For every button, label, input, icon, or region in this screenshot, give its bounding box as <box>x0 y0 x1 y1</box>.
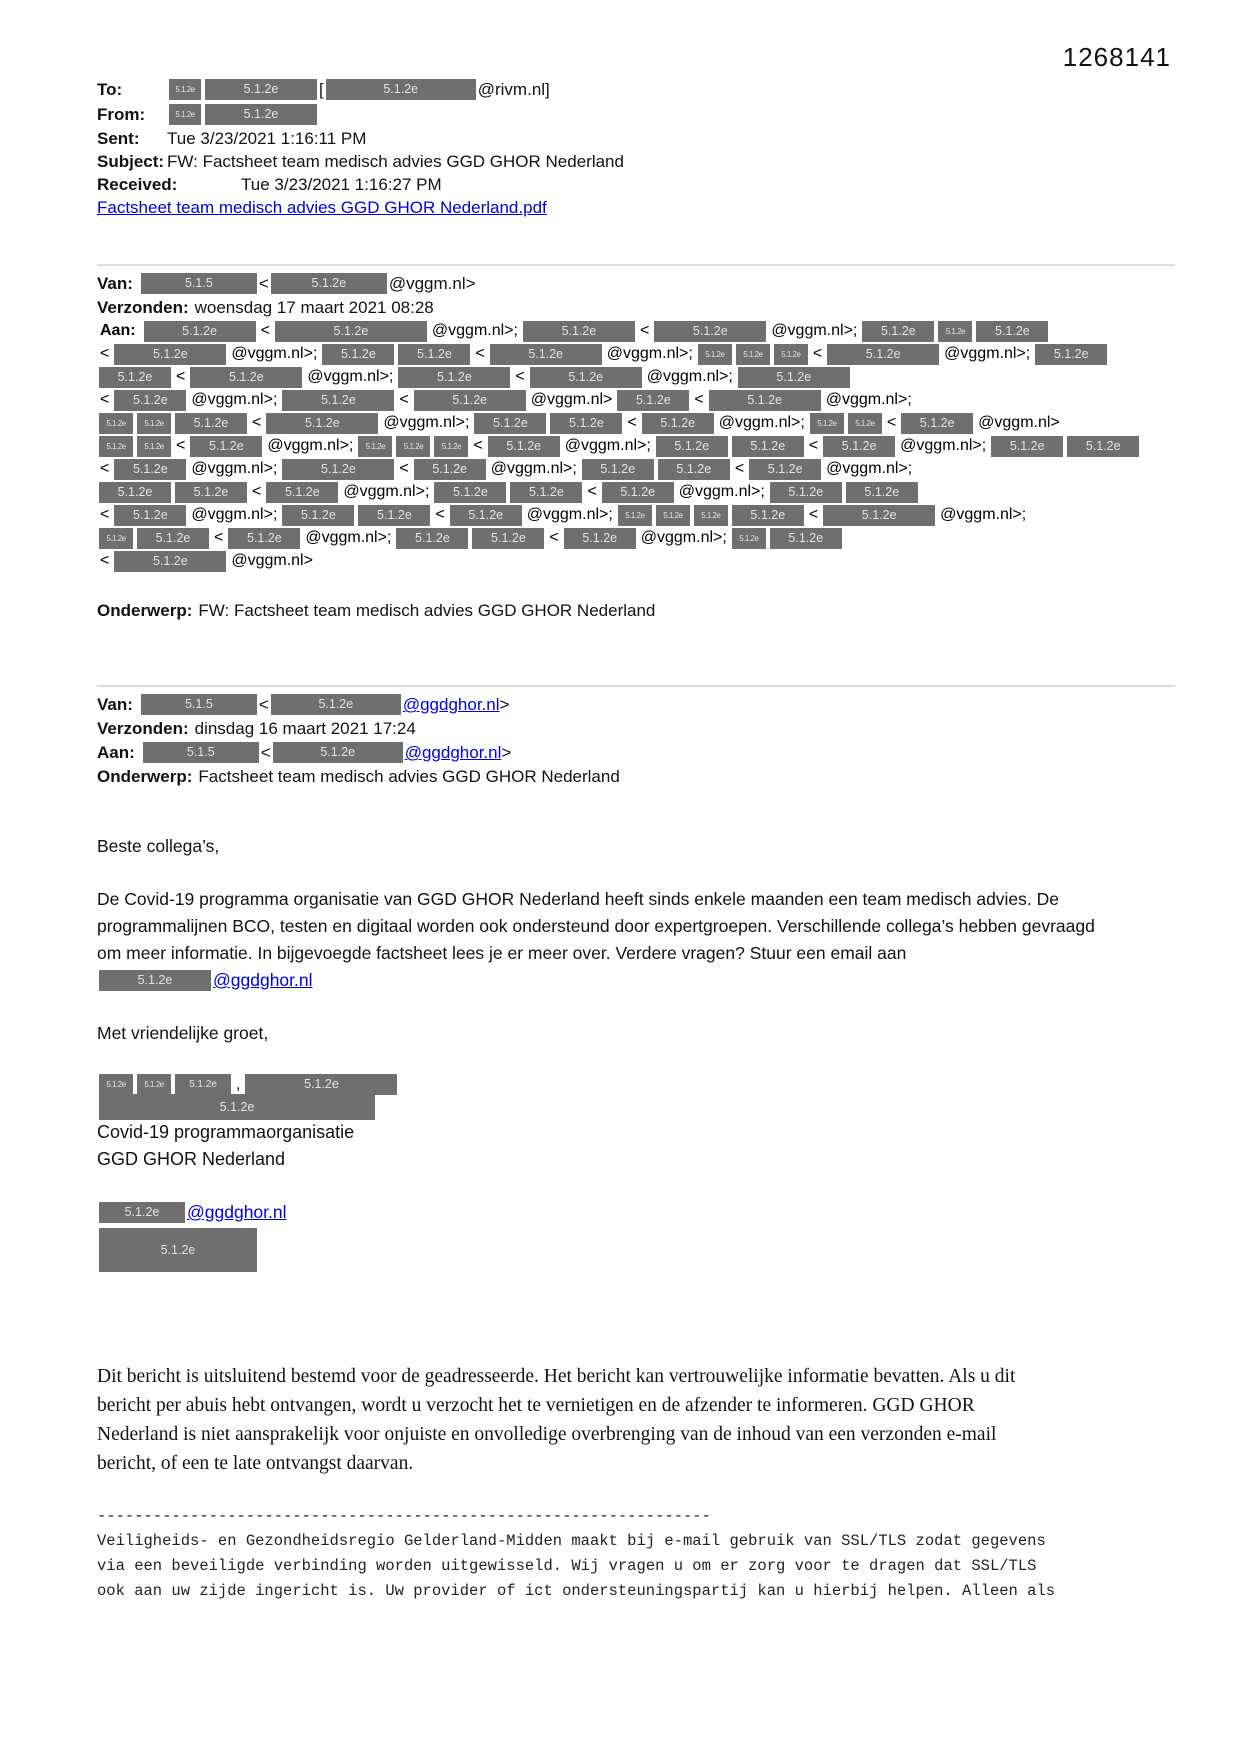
recipient-text: @vggm.nl>; <box>826 460 913 477</box>
van-row <box>97 693 1175 716</box>
redaction-box: 5.1.2e <box>228 528 300 549</box>
recipient-row <box>97 1096 1175 1118</box>
redaction-box: 5.1.2e <box>190 436 262 457</box>
text-line: bericht, of een te late ontvangst daarvan. <box>97 1453 414 1474</box>
redaction-box: 5.1.2e <box>1035 344 1107 365</box>
redaction-box: 5.1.2e <box>398 367 510 388</box>
redaction-box: 5.1.2e <box>698 344 732 365</box>
onderwerp-value: Factsheet team medisch advies GGD GHOR Nederland <box>198 767 620 786</box>
recipient-text: < <box>808 506 819 523</box>
spacer <box>97 1274 1175 1336</box>
received-value: Tue 3/23/2021 1:16:27 PM <box>241 175 442 194</box>
recipient-text: < <box>694 391 704 408</box>
closing: Met vriendelijke groet, <box>97 1023 269 1043</box>
recipient-text: @vggm.nl>; <box>606 345 693 362</box>
redaction-box: 5.1.2e <box>205 104 317 125</box>
section-divider <box>97 264 1175 266</box>
outlook-header <box>97 78 1175 218</box>
spacer <box>97 573 1175 599</box>
text-line: Veiligheids- en Gezondheidsregio Gelderland-Midden maakt bij e-mail gebruik van SSL/TLS zodat gegevens <box>97 1532 1046 1550</box>
redaction-box: 5.1.2e <box>434 436 468 457</box>
redaction-box: 5.1.2e <box>190 367 302 388</box>
redaction-box: 5.1.2e <box>848 413 882 434</box>
recipient-text: < <box>886 414 897 431</box>
redaction-box: 5.1.2e <box>550 413 622 434</box>
recipient-text: < <box>176 437 186 454</box>
recipient-text: @vggm.nl>; <box>383 414 470 431</box>
redaction-box: 5.1.2e <box>144 321 256 342</box>
redaction-box: 5.1.2e <box>732 505 804 526</box>
recipient-row <box>97 320 1175 342</box>
text-line: programmalijnen BCO, testen en digitaal worden ook ondersteund door expertgroepen. Verschillende collega’s hebben gevraagd <box>97 916 1095 936</box>
redaction-box: 5.1.2e <box>810 413 844 434</box>
recipient-row <box>97 389 1175 411</box>
recipient-text: @vggm.nl>; <box>191 460 278 477</box>
forwarded-email-vggm <box>97 272 1175 622</box>
recipient-text: @vggm.nl>; <box>231 345 318 362</box>
redaction-box: 5.1.2e <box>99 1202 185 1223</box>
recipient-text: @vggm.nl>; <box>940 506 1027 523</box>
onderwerp-label: Onderwerp: <box>97 767 193 786</box>
recipient-text: < <box>252 483 262 500</box>
redaction-box: 5.1.2e <box>488 436 560 457</box>
recipient-row <box>97 527 1175 549</box>
recipient-text: @vggm.nl>; <box>431 322 518 339</box>
to-bracket: [ <box>319 80 324 99</box>
subject-value: FW: Factsheet team medisch advies GGD GHOR Nederland <box>167 152 624 171</box>
redaction-box: 5.1.2e <box>642 413 714 434</box>
signature-email-link[interactable]: @ggdghor.nl <box>187 1202 287 1222</box>
text-line: Dit bericht is uitsluitend bestemd voor de geadresseerde. Het bericht kan vertrouwelijke informatie bevatten. Als u dit <box>97 1366 1016 1387</box>
to-domain: @rivm.nl] <box>477 80 550 99</box>
redaction-box: 5.1.2e <box>602 482 674 503</box>
recipient-text: @vggm.nl>; <box>307 368 394 385</box>
recipient-text: < <box>176 368 186 385</box>
onderwerp-label: Onderwerp: <box>97 601 193 620</box>
redaction-box: 5.1.2e <box>282 390 394 411</box>
redaction-box: 5.1.2e <box>976 321 1048 342</box>
recipient-text: < <box>812 345 823 362</box>
redaction-box: 5.1.2e <box>846 482 918 503</box>
sent-value: Tue 3/23/2021 1:16:11 PM <box>167 129 367 148</box>
aan-row <box>97 741 1175 764</box>
recipient-text: @vggm.nl>; <box>944 345 1031 362</box>
recipient-text: < <box>260 322 270 339</box>
redaction-box: 5.1.2e <box>396 528 468 549</box>
redaction-box: 5.1.2e <box>358 436 392 457</box>
disclaimer <box>97 1362 1175 1478</box>
redaction-box: 5.1.2e <box>282 505 354 526</box>
verzonden-label: Verzonden: <box>97 719 189 738</box>
redaction-box: 5.1.2e <box>862 321 934 342</box>
redaction-box: 5.1.2e <box>490 344 602 365</box>
recipient-text: @vggm.nl>; <box>900 437 987 454</box>
footer-text <box>97 1529 1175 1604</box>
document-number: 1268141 <box>1062 42 1171 72</box>
received-row <box>97 174 1175 195</box>
recipient-text: < <box>587 483 597 500</box>
redaction-box: 5.1.2e <box>523 321 635 342</box>
spacer <box>97 623 1175 685</box>
angle-open: < <box>258 695 269 714</box>
org-line-2: GGD GHOR Nederland <box>97 1149 286 1169</box>
redaction-box: 5.1.5 <box>141 273 257 294</box>
verzonden-value: dinsdag 16 maart 2021 17:24 <box>194 719 416 738</box>
redaction-box: 5.1.2e <box>137 436 171 457</box>
text-line: via een beveiligde verbinding worden uitgewisseld. Wij vragen u om er zorg voor te dragen dat SSL/TLS <box>97 1557 1037 1575</box>
redaction-box: 5.1.2e <box>770 528 842 549</box>
attachment-link[interactable]: Factsheet team medisch advies GGD GHOR Nederland.pdf <box>97 198 547 217</box>
redaction-box: 5.1.2e <box>582 459 654 480</box>
redaction-box: 5.1.2e <box>1067 436 1139 457</box>
recipient-text: @vggm.nl>; <box>305 529 392 546</box>
forwarded-email-ggdghor <box>97 693 1175 788</box>
recipient-row <box>97 1073 1175 1095</box>
recipient-row <box>97 412 1175 434</box>
van-label: Van: <box>97 695 133 714</box>
to-row <box>97 78 1175 101</box>
email-link-line <box>97 967 1175 994</box>
redaction-box: 5.1.2e <box>396 436 430 457</box>
redaction-box: 5.1.2e <box>472 528 544 549</box>
from-label: From: <box>97 105 146 124</box>
redaction-box: 5.1.2e <box>175 413 247 434</box>
redaction-box: 5.1.2e <box>169 79 201 100</box>
redaction-box: 5.1.2e <box>275 321 427 342</box>
redaction-box: 5.1.2e <box>266 482 338 503</box>
ssl-footer <box>97 1504 1175 1604</box>
recipient-text: < <box>100 391 110 408</box>
signature-block-line <box>97 1226 1175 1274</box>
redaction-box: 5.1.2e <box>770 482 842 503</box>
attachment-row <box>97 197 1175 218</box>
redaction-box: 5.1.2e <box>732 528 766 549</box>
text-line: Nederland is niet aansprakelijk voor onjuiste en onvolledige overbrenging van de inhoud van een verzonden e-mail <box>97 1424 997 1445</box>
redaction-box: 5.1.2e <box>530 367 642 388</box>
recipient-text: @vggm.nl> <box>231 552 313 569</box>
recipient-row <box>97 366 1175 388</box>
verzonden-value: woensdag 17 maart 2021 08:28 <box>194 298 434 317</box>
redaction-box: 5.1.2e <box>564 528 636 549</box>
recipient-text: @vggm.nl>; <box>825 391 912 408</box>
recipient-text: @vggm.nl>; <box>646 368 733 385</box>
spacer <box>97 1047 1175 1073</box>
sent-row <box>97 128 1175 149</box>
redaction-box: 5.1.2e <box>175 1074 231 1095</box>
redaction-box: 5.1.2e <box>205 79 317 100</box>
redaction-box: 5.1.2e <box>114 505 186 526</box>
spacer <box>97 994 1175 1020</box>
redaction-box: 5.1.2e <box>326 79 476 100</box>
redaction-box: 5.1.2e <box>245 1074 397 1095</box>
recipient-text: < <box>399 391 409 408</box>
angle-open: < <box>258 274 269 293</box>
redaction-box: 5.1.2e <box>656 505 690 526</box>
redaction-box: 5.1.2e <box>271 273 387 294</box>
redaction-box: 5.1.2e <box>694 505 728 526</box>
recipient-text: @vggm.nl>; <box>526 506 613 523</box>
redaction-box: 5.1.2e <box>414 459 486 480</box>
subject-row <box>97 151 1175 172</box>
redaction-box: 5.1.2e <box>169 104 201 125</box>
redaction-box: 5.1.2e <box>774 344 808 365</box>
redaction-box: 5.1.2e <box>709 390 821 411</box>
redaction-box: 5.1.2e <box>434 482 506 503</box>
recipient-text: < <box>475 345 485 362</box>
recipient-text: < <box>100 345 110 362</box>
redaction-box: 5.1.2e <box>656 436 728 457</box>
spacer <box>97 789 1175 833</box>
redaction-box: 5.1.2e <box>749 459 821 480</box>
redaction-box: 5.1.2e <box>114 551 226 572</box>
recipient-row <box>97 550 1175 572</box>
verzonden-label: Verzonden: <box>97 298 189 317</box>
redaction-box: 5.1.2e <box>114 459 186 480</box>
from-row <box>97 103 1175 126</box>
angle-close: > <box>499 695 510 714</box>
greeting: Beste collega’s, <box>97 836 220 856</box>
angle-open: < <box>260 743 271 762</box>
verzonden-row <box>97 296 1175 319</box>
recipient-text: < <box>100 460 110 477</box>
section-divider <box>97 685 1175 687</box>
verzonden-row <box>97 717 1175 740</box>
redaction-box: 5.1.2e <box>114 344 226 365</box>
redaction-box: 5.1.2e <box>99 528 133 549</box>
redaction-box: 5.1.2e <box>658 459 730 480</box>
redaction-box: 5.1.2e <box>99 482 171 503</box>
contact-email-link[interactable]: @ggdghor.nl <box>213 970 313 990</box>
redaction-box: 5.1.2e <box>99 367 171 388</box>
recipient-text: @vggm.nl>; <box>640 529 727 546</box>
redaction-box: 5.1.2e <box>266 413 378 434</box>
spacer <box>97 1336 1175 1362</box>
spacer <box>97 1173 1175 1199</box>
recipient-row <box>97 458 1175 480</box>
redaction-box: 5.1.2e <box>732 436 804 457</box>
text-line: bericht per abuis hebt ontvangen, wordt u verzocht het te vernietigen en de afzender te informeren. GGD GHOR <box>97 1395 975 1416</box>
recipient-text: @vggm.nl> <box>978 414 1060 431</box>
redaction-box: 5.1.2e <box>738 367 850 388</box>
to-label: To: <box>97 80 123 99</box>
recipient-text: @vggm.nl>; <box>343 483 430 500</box>
aan-label: Aan: <box>97 743 135 762</box>
angle-close: > <box>501 743 512 762</box>
redaction-box: 5.1.2e <box>175 482 247 503</box>
redaction-box: 5.1.2e <box>991 436 1063 457</box>
redaction-box: 5.1.2e <box>99 1094 375 1120</box>
redaction-box: 5.1.2e <box>474 413 546 434</box>
recipient-row <box>97 435 1175 457</box>
redaction-box: 5.1.2e <box>450 505 522 526</box>
redaction-box: 5.1.2e <box>137 413 171 434</box>
redaction-box: 5.1.2e <box>901 413 973 434</box>
recipient-redaction-cloud <box>97 320 1175 572</box>
signature-redaction-cloud <box>97 1073 1175 1118</box>
redaction-box: 5.1.2e <box>358 505 430 526</box>
redaction-box: 5.1.2e <box>823 436 895 457</box>
redaction-box: 5.1.2e <box>510 482 582 503</box>
recipient-text: @vggm.nl>; <box>771 322 858 339</box>
recipient-text: < <box>639 322 650 339</box>
text-line: om meer informatie. In bijgevoegde factsheet lees je er meer over. Verdere vragen? Stuur een email aan <box>97 943 907 963</box>
recipient-text: < <box>734 460 745 477</box>
redaction-box: 5.1.2e <box>114 390 186 411</box>
recipient-text: @vggm.nl>; <box>564 437 651 454</box>
recipient-text: @vggm.nl>; <box>490 460 577 477</box>
recipient-row <box>97 504 1175 526</box>
email-content <box>97 78 1175 1604</box>
spacer <box>97 1478 1175 1504</box>
redaction-box: 5.1.2e <box>827 344 939 365</box>
redaction-box: 5.1.2e <box>736 344 770 365</box>
recipient-text: < <box>473 437 483 454</box>
redaction-box: 5.1.2e <box>938 321 972 342</box>
redaction-box: 5.1.2e <box>99 1074 133 1095</box>
recipient-row <box>97 343 1175 365</box>
redaction-box: 5.1.2e <box>99 436 133 457</box>
received-label: Received: <box>97 175 178 194</box>
recipient-text: < <box>627 414 637 431</box>
footer-divider: ------------------------------------------------------------------ <box>97 1507 711 1525</box>
onderwerp-value: FW: Factsheet team medisch advies GGD GHOR Nederland <box>198 601 656 620</box>
recipient-text: @vggm.nl>; <box>267 437 354 454</box>
redaction-box: 5.1.2e <box>654 321 766 342</box>
redaction-box: 5.1.2e <box>398 344 470 365</box>
recipient-text: @vggm.nl>; <box>191 391 278 408</box>
org-line-1: Covid-19 programmaorganisatie <box>97 1122 355 1142</box>
onderwerp-row <box>97 765 1175 788</box>
redaction-box: 5.1.2e <box>273 742 403 763</box>
sent-label: Sent: <box>97 129 140 148</box>
redaction-box: 5.1.2e <box>414 390 526 411</box>
onderwerp-row <box>97 599 1175 622</box>
van-label: Van: <box>97 274 133 293</box>
redaction-box: 5.1.2e <box>271 694 401 715</box>
aan-label: Aan: <box>100 322 136 339</box>
recipient-text: @vggm.nl>; <box>191 506 278 523</box>
recipient-text: < <box>100 552 110 569</box>
recipient-text: < <box>435 506 445 523</box>
aan-domain-link[interactable]: @ggdghor.nl <box>404 743 502 762</box>
recipient-text: , <box>236 1075 241 1093</box>
redaction-box: 5.1.2e <box>823 505 935 526</box>
body-paragraph <box>97 886 1175 967</box>
redaction-box: 5.1.2e <box>322 344 394 365</box>
redaction-box: 5.1.5 <box>143 742 259 763</box>
redaction-box: 5.1.2e <box>618 505 652 526</box>
recipient-text: < <box>399 460 409 477</box>
recipient-text: < <box>515 368 525 385</box>
van-domain-link[interactable]: @ggdghor.nl <box>402 695 500 714</box>
email-body <box>97 833 1175 1274</box>
recipient-text: < <box>549 529 559 546</box>
redaction-box: 5.1.2e <box>99 413 133 434</box>
redaction-box: 5.1.2e <box>99 970 211 991</box>
recipient-text: < <box>100 506 110 523</box>
van-row <box>97 272 1175 295</box>
redaction-box: 5.1.2e <box>99 1228 257 1272</box>
redaction-box: 5.1.2e <box>137 1074 171 1095</box>
text-line: ook aan uw zijde ingericht is. Uw provider of ict ondersteuningspartij kan u hierbij helpen. Alleen als <box>97 1582 1056 1600</box>
redaction-box: 5.1.2e <box>617 390 689 411</box>
recipient-row <box>97 481 1175 503</box>
subject-label: Subject: <box>97 152 165 171</box>
spacer <box>97 860 1175 886</box>
recipient-text: < <box>214 529 224 546</box>
recipient-text: < <box>808 437 819 454</box>
van-domain: @vggm.nl> <box>388 274 476 293</box>
redaction-box: 5.1.5 <box>141 694 257 715</box>
spacer <box>97 220 1175 264</box>
redaction-box: 5.1.2e <box>137 528 209 549</box>
signature-email-line <box>97 1199 1175 1226</box>
redaction-box: 5.1.2e <box>282 459 394 480</box>
recipient-text: @vggm.nl>; <box>718 414 805 431</box>
text-line: De Covid-19 programma organisatie van GGD GHOR Nederland heeft sinds enkele maanden een team medisch advies. De <box>97 889 1060 909</box>
recipient-text: @vggm.nl> <box>530 391 613 408</box>
recipient-text: < <box>252 414 262 431</box>
recipient-text: @vggm.nl>; <box>678 483 765 500</box>
